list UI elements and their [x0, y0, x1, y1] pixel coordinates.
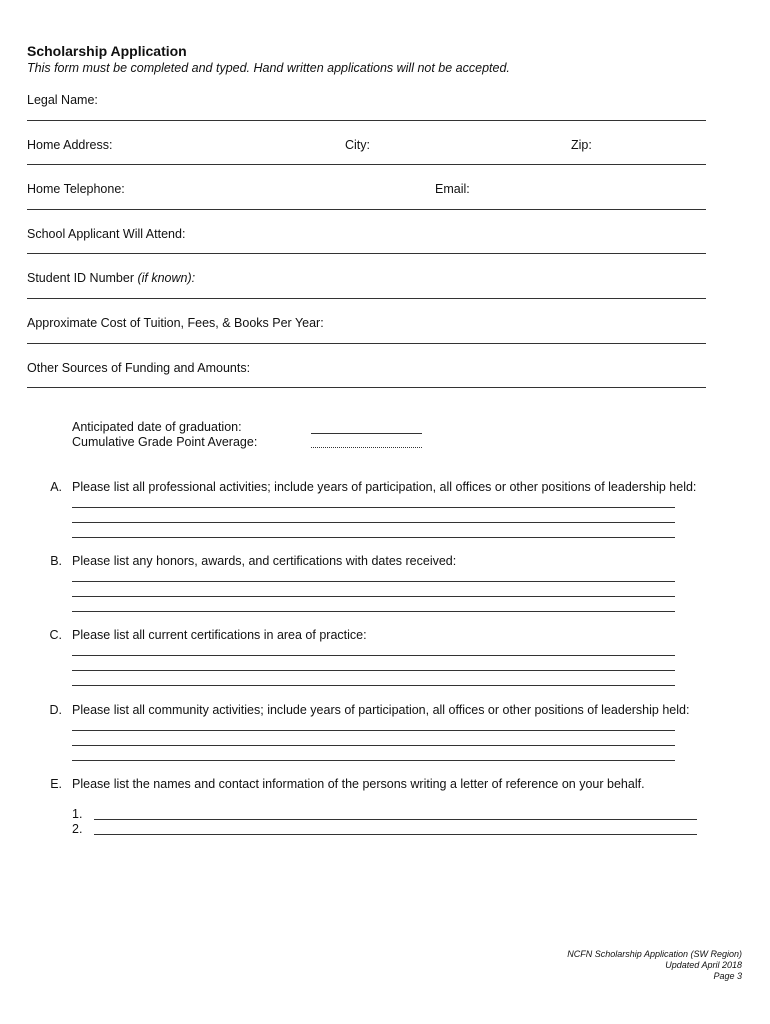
question-b-line[interactable]: [72, 596, 675, 597]
question-d-line[interactable]: [72, 745, 675, 746]
question-c-line[interactable]: [72, 670, 675, 671]
question-c-letter: C.: [49, 628, 62, 642]
graduation-date-field[interactable]: [311, 433, 422, 434]
reference-2-number: 2.: [72, 822, 83, 836]
city-label: City:: [345, 138, 370, 152]
student-id-label-text: Student ID Number: [27, 271, 138, 285]
question-d-line[interactable]: [72, 730, 675, 731]
question-b-line[interactable]: [72, 611, 675, 612]
legal-name-field[interactable]: [27, 120, 706, 121]
question-a-line[interactable]: [72, 507, 675, 508]
legal-name-label: Legal Name:: [27, 93, 98, 107]
cost-label: Approximate Cost of Tuition, Fees, & Books Per Year:: [27, 316, 324, 330]
question-b-letter: B.: [50, 554, 62, 568]
student-id-field[interactable]: [27, 298, 706, 299]
student-id-note: (if known):: [137, 271, 196, 285]
question-b-text: Please list any honors, awards, and certifications with dates received:: [72, 554, 457, 568]
graduation-date-label: Anticipated date of graduation:: [72, 420, 242, 434]
zip-label: Zip:: [571, 138, 592, 152]
reference-2-line[interactable]: [94, 834, 697, 835]
footer-form-name: NCFN Scholarship Application (SW Region): [567, 949, 742, 959]
other-funding-field[interactable]: [27, 387, 706, 388]
footer-updated: Updated April 2018: [665, 960, 742, 970]
question-d-line[interactable]: [72, 760, 675, 761]
telephone-email-field[interactable]: [27, 209, 706, 210]
page-title: Scholarship Application: [27, 43, 187, 59]
question-d-letter: D.: [49, 703, 62, 717]
cost-field[interactable]: [27, 343, 706, 344]
home-address-label: Home Address:: [27, 138, 113, 152]
question-c-line[interactable]: [72, 655, 675, 656]
gpa-label: Cumulative Grade Point Average:: [72, 435, 258, 449]
gpa-field[interactable]: [311, 447, 422, 448]
footer: [567, 949, 742, 982]
page-subtitle: This form must be completed and typed. Hand written applications will not be accepted.: [27, 61, 510, 75]
question-a-text: Please list all professional activities; include years of participation, all offices or other positions of leadership held:: [72, 480, 697, 494]
question-e-letter: E.: [50, 777, 62, 791]
reference-1-number: 1.: [72, 807, 83, 821]
email-label: Email:: [435, 182, 470, 196]
question-c-line[interactable]: [72, 685, 675, 686]
other-funding-label: Other Sources of Funding and Amounts:: [27, 361, 251, 375]
question-d-text: Please list all community activities; include years of participation, all offices or other positions of leadership held:: [72, 703, 690, 717]
school-label: School Applicant Will Attend:: [27, 227, 186, 241]
question-a-line[interactable]: [72, 522, 675, 523]
home-address-field[interactable]: [27, 164, 706, 165]
question-a-line[interactable]: [72, 537, 675, 538]
reference-1-line[interactable]: [94, 819, 697, 820]
home-telephone-label: Home Telephone:: [27, 182, 125, 196]
footer-page-number: Page 3: [713, 971, 742, 981]
question-c-text: Please list all current certifications in area of practice:: [72, 628, 367, 642]
question-a-letter: A.: [50, 480, 62, 494]
student-id-label: [27, 271, 195, 285]
school-field[interactable]: [27, 253, 706, 254]
question-b-line[interactable]: [72, 581, 675, 582]
question-e-text: Please list the names and contact information of the persons writing a letter of reference on your behalf.: [72, 777, 645, 791]
